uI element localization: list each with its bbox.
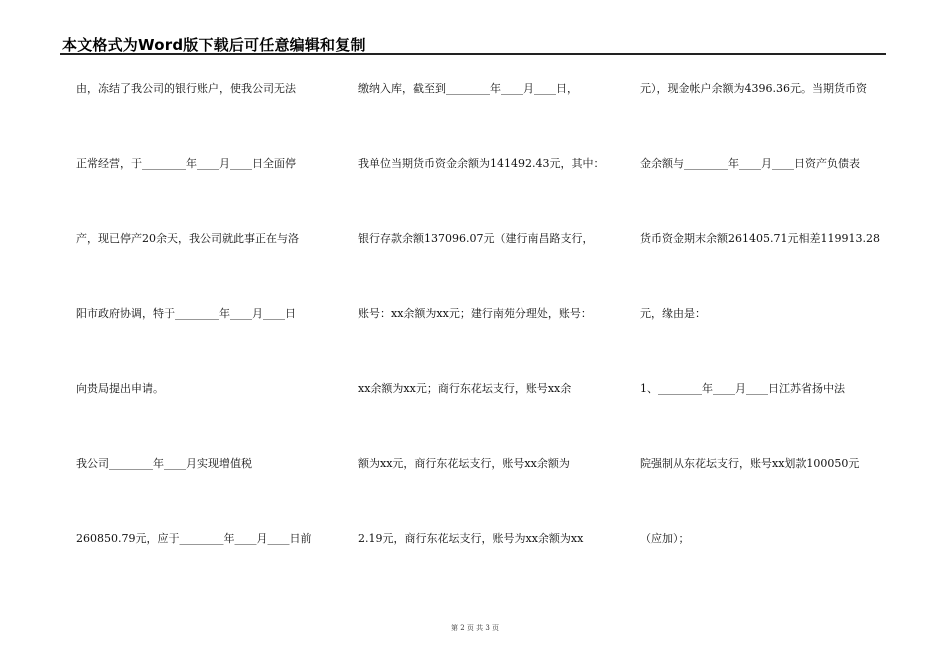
column-2-line-4: 账号：xx余额为xx元；建行南苑分理处，账号： [358,307,592,320]
column-3-line-1: 元），现金帐户余额为4396.36元。当期货币资 [640,82,867,95]
document-header-title: 本文格式为Word版下载后可任意编辑和复制 [62,36,366,54]
column-1-line-5: 向贵局提出申请。 [76,382,164,395]
column-2-line-7: 2.19元，商行东花坛支行，账号为xx余额为xx [358,532,584,545]
column-2-line-2: 我单位当期货币资金余额为141492.43元，其中： [358,157,605,170]
column-2-line-5: xx余额为xx元；商行东花坛支行，账号xx余 [358,382,572,395]
column-3-line-6: 院强制从东花坛支行，账号xx划款100050元 [640,457,860,470]
column-2-line-1: 缴纳入库，截至到________年____月____日， [358,82,578,95]
column-3-line-4: 元，缘由是： [640,307,706,320]
column-2-line-3: 银行存款余额137096.07元（建行南昌路支行， [358,232,594,245]
column-1-line-6: 我公司________年____月实现增值税 [76,457,252,470]
column-1-line-4: 阳市政府协调，特于________年____月____日 [76,307,296,320]
column-2-line-6: 额为xx元，商行东花坛支行，账号xx余额为 [358,457,570,470]
header-divider [60,53,886,55]
column-1-line-7: 260850.79元，应于________年____月____日前 [76,532,312,545]
column-1-line-3: 产，现已停产20余天，我公司就此事正在与洛 [76,232,299,245]
column-1-line-2: 正常经营，于________年____月____日全面停 [76,157,296,170]
column-1-line-1: 由，冻结了我公司的银行账户，使我公司无法 [76,82,296,95]
column-3-line-5: 1、________年____月____日江苏省扬中法 [640,382,845,395]
page-number-footer: 第 2 页 共 3 页 [450,624,500,632]
column-3-line-3: 货币资金期末余额261405.71元相差119913.28 [640,232,880,245]
column-3-line-2: 金余额与________年____月____日资产负债表 [640,157,860,170]
column-3-line-7: （应加）； [640,532,690,545]
